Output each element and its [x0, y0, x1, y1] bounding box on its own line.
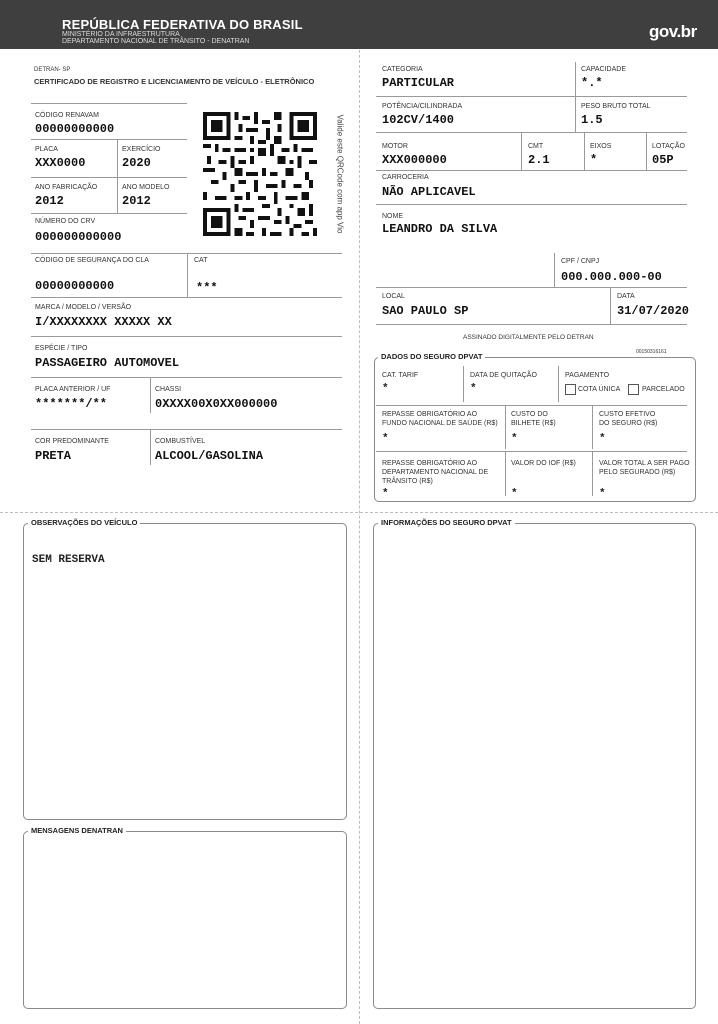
ano-fabricacao-value: 2012 — [35, 194, 64, 208]
cota-unica-checkbox[interactable] — [565, 384, 576, 395]
detran-label: DETRAN- SP — [34, 67, 71, 73]
eixos-label: EIXOS — [590, 143, 612, 150]
observacoes-title: OBSERVAÇÕES DO VEÍCULO — [28, 518, 140, 527]
cat-label: CAT — [194, 257, 208, 264]
cat-value: *** — [196, 281, 218, 295]
cota-unica-label: COTA ÚNICA — [578, 386, 621, 393]
center-divider — [359, 50, 360, 1024]
custo-bilhete-value: * — [511, 433, 518, 445]
cpf-label: CPF / CNPJ — [561, 258, 600, 265]
data-label: DATA — [617, 293, 635, 300]
observacoes-text: SEM RESERVA — [32, 554, 105, 566]
crv-value: 000000000000 — [35, 230, 122, 244]
data-quitacao-label: DATA DE QUITAÇÃO — [470, 372, 537, 379]
carroceria-label: CARROCERIA — [382, 174, 429, 181]
nome-label: NOME — [382, 213, 403, 220]
cmt-value: 2.1 — [528, 153, 550, 167]
cor-label: COR PREDOMINANTE — [35, 438, 109, 445]
peso-label: PESO BRUTO TOTAL — [581, 103, 651, 110]
local-label: LOCAL — [382, 293, 405, 300]
combustivel-value: ALCOOL/GASOLINA — [155, 449, 264, 463]
middle-divider — [0, 512, 718, 513]
placa-label: PLACA — [35, 146, 58, 153]
potencia-label: POTÊNCIA/CILINDRADA — [382, 103, 463, 110]
custo-efetivo-label-1: CUSTO EFETIVO — [599, 411, 656, 418]
especie-value: PASSAGEIRO AUTOMOVEL — [35, 356, 180, 370]
pagamento-label: PAGAMENTO — [565, 372, 610, 379]
custo-efetivo-value: * — [599, 433, 606, 445]
cla-value: 00000000000 — [35, 279, 115, 293]
capacidade-value: *.* — [581, 76, 603, 90]
info-dpvat-title: INFORMAÇÕES DO SEGURO DPVAT — [378, 518, 515, 527]
repasse-fns-label-2: FUNDO NACIONAL DE SAÚDE (R$) — [382, 420, 498, 427]
local-value: SAO PAULO SP — [382, 304, 469, 318]
repasse-den-label-3: TRÂNSITO (R$) — [382, 478, 433, 485]
categoria-label: CATEGORIA — [382, 66, 423, 73]
potencia-value: 102CV/1400 — [382, 113, 455, 127]
header-title: REPÚBLICA FEDERATIVA DO BRASIL — [62, 17, 303, 32]
ano-fabricacao-label: ANO FABRICAÇÃO — [35, 184, 98, 191]
repasse-den-label-2: DEPARTAMENTO NACIONAL DE — [382, 469, 489, 476]
exercicio-value: 2020 — [122, 156, 151, 170]
repasse-fns-value: * — [382, 433, 389, 445]
valor-iof-label: VALOR DO IOF (R$) — [511, 460, 576, 467]
mensagens-box — [23, 831, 347, 1009]
mensagens-title: MENSAGENS DENATRAN — [28, 826, 126, 835]
valor-total-label-1: VALOR TOTAL A SER PAGO — [599, 460, 690, 467]
header-department: DEPARTAMENTO NACIONAL DE TRÂNSITO - DENATRAN — [62, 38, 250, 45]
govbr-logo: gov.br — [649, 22, 697, 41]
chassi-label: CHASSI — [155, 386, 182, 393]
repasse-den-label-1: REPASSE OBRIGATÓRIO AO — [382, 460, 478, 467]
especie-label: ESPÉCIE / TIPO — [35, 345, 88, 352]
custo-bilhete-label-2: BILHETE (R$) — [511, 420, 556, 427]
info-dpvat-box — [373, 523, 696, 1009]
categoria-value: PARTICULAR — [382, 76, 455, 90]
lotacao-label: LOTAÇÃO — [652, 143, 685, 150]
eixos-value: * — [590, 153, 598, 167]
data-value: 31/07/2020 — [617, 304, 690, 318]
cat-tarif-value: * — [382, 383, 389, 395]
ano-modelo-value: 2012 — [122, 194, 151, 208]
renavam-label: CÓDIGO RENAVAM — [35, 112, 99, 119]
peso-value: 1.5 — [581, 113, 603, 127]
valor-total-value: * — [599, 488, 606, 500]
repasse-fns-label-1: REPASSE OBRIGATÓRIO AO — [382, 411, 478, 418]
cpf-value: 000.000.000-00 — [561, 270, 662, 284]
serial-number: 00150316161 — [636, 349, 667, 355]
document-title: CERTIFICADO DE REGISTRO E LICENCIAMENTO DE VEÍCULO - ELETRÔNICO — [34, 77, 315, 86]
placa-anterior-label: PLACA ANTERIOR / UF — [35, 386, 111, 393]
cor-value: PRETA — [35, 449, 72, 463]
assinado-text: ASSINADO DIGITALMENTE PELO DETRAN — [463, 334, 594, 341]
qr-caption: Valide este QRCode com app Vio — [335, 114, 345, 234]
observacoes-box — [23, 523, 347, 820]
dpvat-title: DADOS DO SEGURO DPVAT — [378, 352, 485, 361]
marca-label: MARCA / MODELO / VERSÃO — [35, 304, 132, 311]
repasse-den-value: * — [382, 488, 389, 500]
carroceria-value: NÃO APLICAVEL — [382, 185, 476, 199]
cmt-label: CMT — [528, 143, 544, 150]
header-ministry: MINISTÉRIO DA INFRAESTRUTURA — [62, 31, 180, 38]
cla-label: CÓDIGO DE SEGURANÇA DO CLA — [35, 257, 149, 264]
nome-value: LEANDRO DA SILVA — [382, 222, 498, 236]
valor-total-label-2: PELO SEGURADO (R$) — [599, 469, 676, 476]
header-bar — [0, 0, 718, 49]
capacidade-label: CAPACIDADE — [581, 66, 626, 73]
crv-label: NÚMERO DO CRV — [35, 218, 96, 225]
motor-label: MOTOR — [382, 143, 408, 150]
parcelado-label: PARCELADO — [642, 386, 685, 393]
chassi-value: 0XXXX00X0XX000000 — [155, 397, 278, 411]
parcelado-checkbox[interactable] — [628, 384, 639, 395]
exercicio-label: EXERCÍCIO — [122, 146, 161, 153]
valor-iof-value: * — [511, 488, 518, 500]
placa-anterior-value: *******/** — [35, 397, 108, 411]
lotacao-value: 05P — [652, 153, 674, 167]
qr-code-icon — [203, 112, 317, 236]
motor-value: XXX000000 — [382, 153, 447, 167]
custo-efetivo-label-2: DO SEGURO (R$) — [599, 420, 658, 427]
cat-tarif-label: CAT. TARIF — [382, 372, 419, 379]
combustivel-label: COMBUSTÍVEL — [155, 438, 206, 445]
custo-bilhete-label-1: CUSTO DO — [511, 411, 548, 418]
placa-value: XXX0000 — [35, 156, 86, 170]
renavam-value: 00000000000 — [35, 122, 115, 136]
data-quitacao-value: * — [470, 383, 477, 395]
marca-value: I/XXXXXXXX XXXXX XX — [35, 315, 172, 329]
ano-modelo-label: ANO MODELO — [122, 184, 170, 191]
